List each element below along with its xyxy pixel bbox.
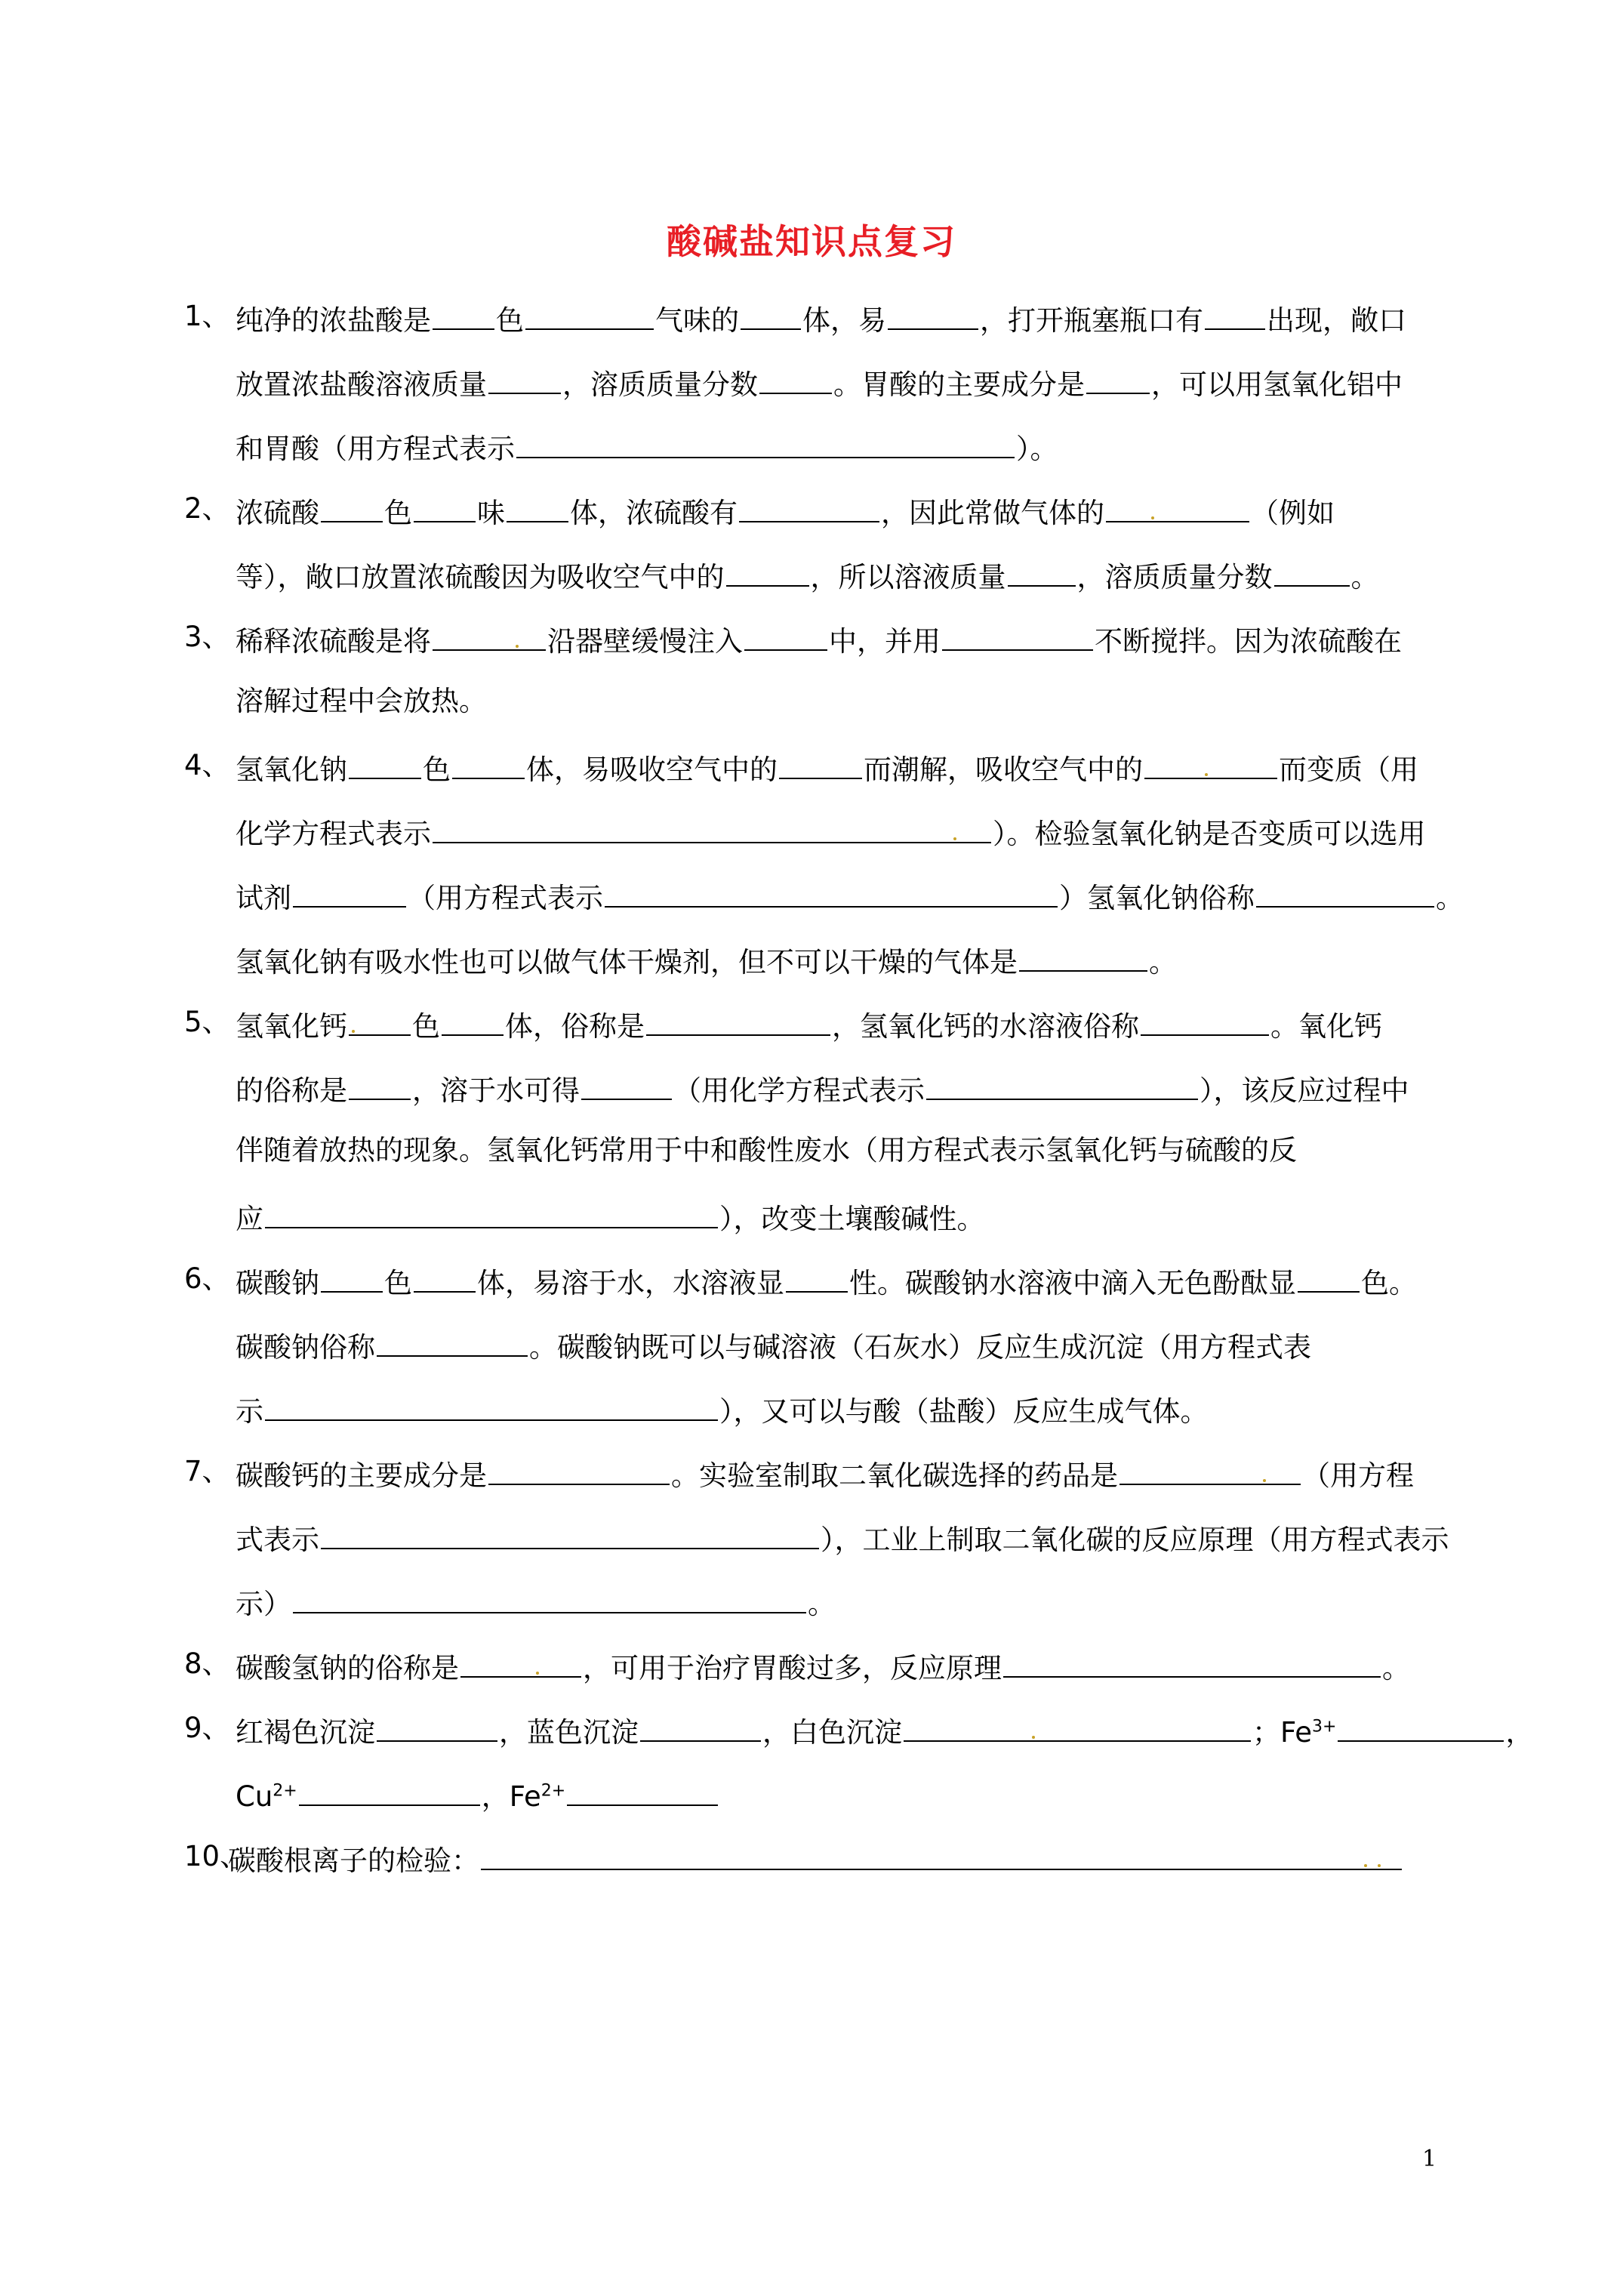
- text: ），该反应过程中: [1200, 1074, 1409, 1107]
- fill-blank[interactable]: [888, 300, 978, 330]
- text: （用方程式表示: [408, 882, 603, 914]
- text: ），工业上制取二氧化碳的反应原理（用方程式表示: [821, 1524, 1449, 1556]
- item-5-line-4: [236, 1198, 985, 1236]
- fill-blank[interactable]: [1274, 556, 1350, 587]
- item-number: 10、: [184, 1840, 248, 1872]
- item-4-line-1: [236, 749, 1418, 787]
- fill-blank[interactable]: [741, 300, 801, 330]
- item-number: 5、: [184, 1006, 230, 1038]
- superscript: 2+: [540, 1781, 566, 1801]
- text: 试剂: [236, 882, 291, 914]
- text: 沿器壁缓慢注入: [547, 625, 743, 658]
- item-1-line-2: [236, 364, 1403, 402]
- fill-blank[interactable]: [349, 1006, 411, 1036]
- text: ，打开瓶塞瓶口有: [980, 304, 1203, 337]
- text: 体，俗称是: [505, 1010, 645, 1043]
- fill-blank[interactable]: [460, 1647, 581, 1678]
- text: 性。碳酸钠水溶液中滴入无色酚酞显: [849, 1267, 1296, 1299]
- fill-blank[interactable]: [293, 877, 406, 908]
- item-number: 9、: [184, 1712, 230, 1744]
- text: 溶解过程中会放热。: [236, 685, 487, 717]
- text: 而潮解，吸收空气中的: [864, 754, 1143, 786]
- text: 碳酸钠: [236, 1267, 319, 1299]
- text: ，Fe: [481, 1780, 541, 1813]
- fill-blank[interactable]: [525, 300, 654, 330]
- fill-blank[interactable]: [1205, 300, 1265, 330]
- text: ，溶于水可得: [412, 1074, 580, 1107]
- fill-blank[interactable]: [739, 492, 879, 522]
- fill-blank[interactable]: [581, 1070, 672, 1100]
- fill-blank[interactable]: [349, 749, 421, 779]
- text: ，可用于治疗胃酸过多，反应原理: [583, 1652, 1002, 1684]
- item-5-line-1: [236, 1006, 1382, 1043]
- text: 式表示: [236, 1524, 319, 1556]
- text: ，溶质质量分数: [1076, 561, 1273, 593]
- text: 氢氧化钙: [236, 1010, 347, 1043]
- text: 色: [384, 1267, 412, 1299]
- text: 。: [1350, 561, 1379, 593]
- fill-blank[interactable]: [779, 749, 862, 779]
- text: ，溶质质量分数: [562, 368, 758, 401]
- fill-blank[interactable]: [1338, 1712, 1504, 1742]
- text: 。氧化钙: [1270, 1010, 1382, 1043]
- fill-blank[interactable]: [1008, 556, 1076, 587]
- fill-blank[interactable]: [299, 1776, 480, 1806]
- text: 化学方程式表示: [236, 818, 431, 850]
- fill-blank[interactable]: [744, 621, 827, 651]
- text: ，所以溶液质量: [810, 561, 1006, 593]
- item-6-line-1: [236, 1262, 1417, 1300]
- fill-blank[interactable]: [567, 1776, 718, 1806]
- text: 色: [423, 754, 451, 786]
- fill-blank[interactable]: [605, 877, 1058, 908]
- text: 气味的: [655, 304, 739, 337]
- fill-blank[interactable]: [442, 1006, 504, 1036]
- fill-blank[interactable]: [414, 1262, 476, 1293]
- text: 不断搅拌。因为浓硫酸在: [1095, 625, 1402, 658]
- item-number: 6、: [184, 1262, 230, 1295]
- superscript: 3+: [1312, 1717, 1337, 1737]
- fill-blank[interactable]: [904, 1712, 1251, 1742]
- fill-blank[interactable]: [1141, 1006, 1269, 1036]
- superscript: 2+: [273, 1781, 297, 1801]
- text: 碳酸钠俗称: [236, 1331, 375, 1364]
- item-number: 8、: [184, 1647, 230, 1680]
- fill-blank[interactable]: [481, 1840, 1402, 1870]
- text: 体，易溶于水，水溶液显: [477, 1267, 784, 1299]
- text: 色: [384, 497, 412, 529]
- text: 。胃酸的主要成分是: [833, 368, 1085, 401]
- page-number: 1: [1422, 2146, 1437, 2172]
- text: 碳酸氢钠的俗称是: [236, 1652, 459, 1684]
- text: 红褐色沉淀: [236, 1716, 375, 1749]
- item-1-line-3: [236, 428, 1058, 466]
- item-3-line-2: [236, 685, 487, 718]
- item-4-line-2: [236, 813, 1426, 851]
- item-9-line-1: [236, 1712, 1533, 1749]
- fill-blank[interactable]: [1298, 1262, 1360, 1293]
- fill-blank[interactable]: [293, 1583, 806, 1613]
- text: 。: [808, 1588, 836, 1620]
- text: 和胃酸（用方程式表示: [236, 433, 515, 465]
- text: 碳酸根离子的检验：: [228, 1845, 479, 1877]
- text: ，可以用氢氧化铝中: [1151, 368, 1403, 401]
- text: 体，易: [802, 304, 886, 337]
- text: 体，易吸收空气中的: [526, 754, 778, 786]
- text: ）氢氧化钠俗称: [1059, 882, 1255, 914]
- item-10-line-1: [228, 1840, 1403, 1878]
- fill-blank[interactable]: [926, 1070, 1198, 1100]
- fill-blank[interactable]: [377, 1712, 497, 1742]
- text: 示: [236, 1395, 263, 1428]
- item-number: 2、: [184, 492, 230, 525]
- fill-blank[interactable]: [1086, 364, 1150, 394]
- text: Cu: [236, 1780, 273, 1813]
- fill-blank[interactable]: [640, 1712, 761, 1742]
- fill-blank[interactable]: [433, 813, 991, 843]
- text: ）。检验氢氧化钠是否变质可以选用: [993, 818, 1426, 850]
- text: ）。: [1016, 433, 1058, 465]
- fill-blank[interactable]: [759, 364, 832, 394]
- text: 放置浓盐酸溶液质量: [236, 368, 487, 401]
- item-number: 4、: [184, 749, 230, 781]
- item-number: 1、: [184, 300, 230, 332]
- text: 稀释浓硫酸是将: [236, 625, 431, 658]
- text: （用化学方程式表示: [673, 1074, 925, 1107]
- fill-blank[interactable]: [1019, 942, 1147, 972]
- item-5-line-2: [236, 1070, 1409, 1108]
- text: 氢氧化钠有吸水性也可以做气体干燥剂，但不可以干燥的气体是: [236, 946, 1018, 978]
- item-2-line-2: [236, 556, 1379, 594]
- text: 。: [1149, 946, 1177, 978]
- fill-blank[interactable]: [377, 1327, 528, 1357]
- fill-blank[interactable]: [516, 428, 1015, 458]
- text: ，白色沉淀: [762, 1716, 902, 1749]
- text: 等），敞口放置浓硫酸因为吸收空气中的: [236, 561, 725, 593]
- item-6-line-3: [236, 1391, 1209, 1428]
- text: 。碳酸钠既可以与碱溶液（石灰水）反应生成沉淀（用方程式表: [529, 1331, 1311, 1364]
- text: 伴随着放热的现象。氢氧化钙常用于中和酸性废水（用方程式表示氢氧化钙与硫酸的反: [236, 1134, 1297, 1166]
- fill-blank[interactable]: [265, 1391, 718, 1421]
- text: 而变质（用: [1279, 754, 1418, 786]
- text: ），改变土壤酸碱性。: [719, 1203, 985, 1235]
- fill-blank[interactable]: [646, 1006, 830, 1036]
- text: 。: [1436, 882, 1464, 914]
- text: ；Fe: [1252, 1716, 1313, 1749]
- fill-blank[interactable]: [265, 1198, 718, 1228]
- text: 出现，敞口: [1267, 304, 1406, 337]
- fill-blank[interactable]: [942, 621, 1093, 651]
- text: ，蓝色沉淀: [499, 1716, 639, 1749]
- item-6-line-2: [236, 1327, 1311, 1364]
- text: 碳酸钙的主要成分是: [236, 1459, 487, 1492]
- fill-blank[interactable]: [786, 1262, 848, 1293]
- item-7-line-2: [236, 1519, 1449, 1557]
- fill-blank[interactable]: [452, 749, 525, 779]
- text: 色: [412, 1010, 440, 1043]
- fill-blank[interactable]: [507, 492, 568, 522]
- fill-blank[interactable]: [1106, 492, 1249, 522]
- fill-blank[interactable]: [488, 1455, 670, 1485]
- fill-blank[interactable]: [1119, 1455, 1301, 1485]
- text: （例如: [1251, 497, 1335, 529]
- item-number: 7、: [184, 1455, 230, 1487]
- text: 。实验室制取二氧化碳选择的药品是: [671, 1459, 1118, 1492]
- fill-blank[interactable]: [433, 300, 494, 330]
- text: （用方程: [1302, 1459, 1414, 1492]
- item-3-line-1: [236, 621, 1402, 658]
- fill-blank[interactable]: [1003, 1647, 1381, 1678]
- fill-blank[interactable]: [321, 1262, 383, 1293]
- item-9-line-2: [236, 1776, 719, 1814]
- fill-blank[interactable]: [414, 492, 476, 522]
- text: 中，并用: [829, 625, 941, 658]
- item-4-line-4: [236, 942, 1177, 979]
- text: ，氢氧化钙的水溶液俗称: [832, 1010, 1139, 1043]
- text: 氢氧化钠: [236, 754, 347, 786]
- text: 味: [477, 497, 505, 529]
- fill-blank[interactable]: [349, 1070, 411, 1100]
- fill-blank[interactable]: [1144, 749, 1277, 779]
- text: ），又可以与酸（盐酸）反应生成气体。: [719, 1395, 1209, 1428]
- text: 示）: [236, 1588, 291, 1620]
- text: 应: [236, 1203, 263, 1235]
- item-2-line-1: [236, 492, 1335, 530]
- text: ，因此常做气体的: [881, 497, 1104, 529]
- text: 的俗称是: [236, 1074, 347, 1107]
- fill-blank[interactable]: [726, 556, 809, 587]
- page-title: 酸碱盐知识点复习: [667, 221, 956, 262]
- fill-blank[interactable]: [321, 1519, 819, 1549]
- item-8-line-1: [236, 1647, 1410, 1685]
- text: ，: [1505, 1716, 1534, 1749]
- item-7-line-1: [236, 1455, 1414, 1493]
- text: 色。: [1361, 1267, 1417, 1299]
- fill-blank[interactable]: [1256, 877, 1434, 908]
- text: 。: [1382, 1652, 1410, 1684]
- fill-blank[interactable]: [433, 621, 546, 651]
- item-number: 3、: [184, 621, 230, 653]
- text: 浓硫酸: [236, 497, 319, 529]
- text: 纯净的浓盐酸是: [236, 304, 431, 337]
- text: 体，浓硫酸有: [570, 497, 738, 529]
- item-4-line-3: [236, 877, 1464, 915]
- fill-blank[interactable]: [488, 364, 561, 394]
- item-1-line-1: [236, 300, 1406, 337]
- fill-blank[interactable]: [321, 492, 383, 522]
- item-7-line-3: [236, 1583, 836, 1621]
- text: 色: [496, 304, 524, 337]
- item-5-line-3: [236, 1134, 1297, 1167]
